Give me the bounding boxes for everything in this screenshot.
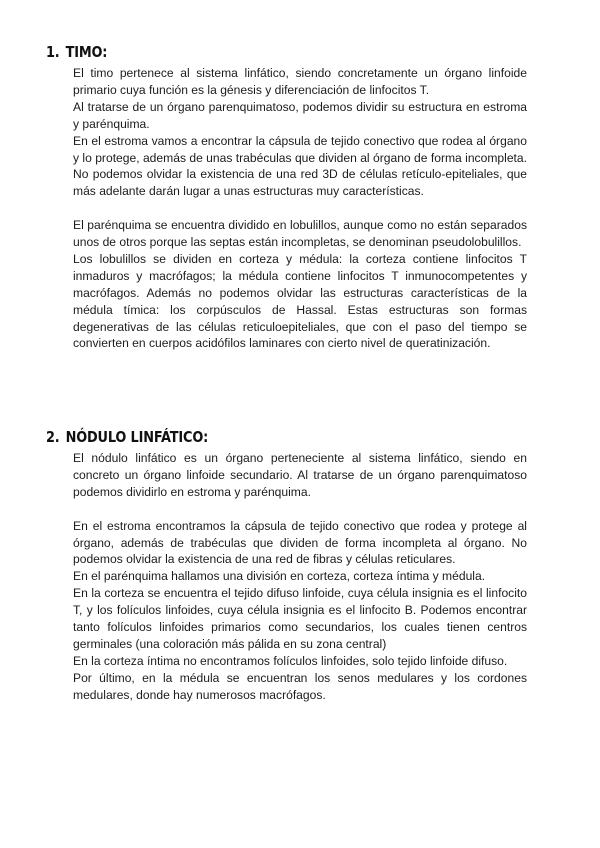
paragraph: En el parénquima hallamos una división en corteza, corteza íntima y médula. [73,569,486,584]
paragraph: En la corteza íntima no encontramos folículos linfoides, solo tejido linfoide difuso. [73,653,508,668]
paragraph: En el estroma encontramos la cápsula de tejido conectivo que rodea y protege al órgano, además de trabéculas que dividen de forma incompleta al órgano. No podemos olvidar la existencia de una red de fibras y células reticulares. [73,518,527,567]
section-heading-nodulo-linfatico [46,425,522,449]
paragraph: En la corteza se encuentra el tejido difuso linfoide, cuya célula insignia es el linfocito T, y los folículos linfoides, cuya célula insignia es el linfocito B. Podemos encontrar tanto folículos linfoides primarios como secundarios, los cuales tienen centros germinales (una coloración más pálida en su zona central) [73,586,527,651]
section-nodulo-linfatico [0,425,600,704]
paragraph: El nódulo linfático es un órgano perteneciente al sistema linfático, siendo en concreto un órgano linfoide secundario. Al tratarse de un órgano parenquimatoso podemos dividirlo en estroma y parénquima. [73,451,527,499]
paragraph: Al tratarse de un órgano parenquimatoso, podemos dividir su estructura en estroma y parénquima. [73,99,527,131]
paragraph-spacer [73,200,527,217]
paragraph: Los lobulillos se dividen en corteza y médula: la corteza contiene linfocitos T inmaduros y macrófagos; la médula contiene linfocitos T inmunocompetentes y macrófagos. Además no podemos olvidar las estructuras características de la médula tímica: los corpúsculos de Hassal. Estas estructuras son formas degenerativas de las células reticuloepiteliales, que con el paso del tiempo se convierten en cuerpos acidófilos laminares con cierto nivel de queratinización. [73,251,527,351]
paragraph: El timo pertenece al sistema linfático, siendo concretamente un órgano linfoide primario cuya función es la génesis y diferenciación de linfocitos T. [73,66,527,97]
paragraph-spacer [73,501,527,518]
paragraph: Por último, en la médula se encuentran los senos medulares y los cordones medulares, donde hay numerosos macrófagos. [73,670,527,702]
section-title: NÓDULO LINFÁTICO: [65,428,209,446]
paragraph: El parénquima se encuentra dividido en lobulillos, aunque como no están separados unos de otros porque las septas están incompletas, se denominan pseudolobulillos. [73,218,527,250]
section-number: 2. [46,428,60,446]
section-title: TIMO: [65,43,108,61]
section-heading-timo [46,40,522,64]
section-body [73,450,527,704]
paragraph: En el estroma vamos a encontrar la cápsula de tejido conectivo que rodea al órgano y lo protege, además de unas trabéculas que dividen al órgano de forma incompleta. No podemos olvidar la existencia de una red 3D de células retículo-epiteliales, que más adelante darán lugar a unas estructuras muy características. [73,133,527,199]
section-timo [0,40,600,352]
section-body [73,65,527,352]
section-number: 1. [46,43,60,61]
